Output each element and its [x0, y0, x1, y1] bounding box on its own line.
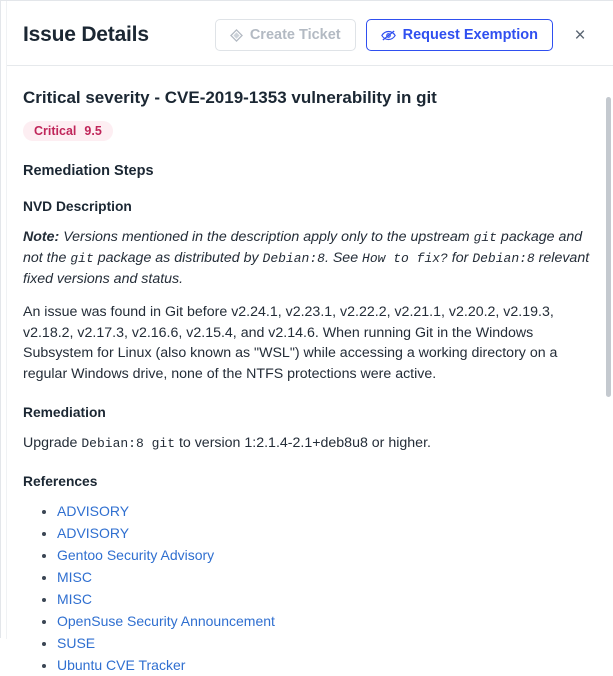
scrollbar-thumb[interactable] — [606, 97, 611, 397]
note-code-git-1: git — [474, 230, 497, 245]
create-ticket-label: Create Ticket — [250, 27, 341, 43]
reference-link[interactable]: OpenSuse Security Announcement — [57, 613, 275, 629]
list-item — [57, 544, 591, 566]
note-text-6: relevant fixed versions and status. — [23, 250, 589, 287]
reference-link[interactable]: Gentoo Security Advisory — [57, 547, 214, 563]
nvd-description-heading: NVD Description — [23, 199, 591, 214]
reference-link[interactable]: ADVISORY — [57, 503, 129, 519]
page-title: Issue Details — [23, 23, 149, 47]
note-text-1: Versions mentioned in the description apply only to the upstream — [59, 229, 473, 245]
list-item — [57, 588, 591, 610]
note-text-2: package and not the — [23, 229, 582, 266]
request-exemption-label: Request Exemption — [403, 27, 538, 43]
remediation-text-1: Upgrade — [23, 435, 81, 451]
eye-off-icon — [381, 29, 396, 42]
note-code-debian-2: Debian:8 — [472, 251, 534, 266]
note-text-3: package as distributed by — [94, 250, 263, 266]
reference-link[interactable]: SUSE — [57, 635, 95, 651]
note-text-5: for — [448, 250, 472, 266]
note-prefix: Note: — [23, 229, 59, 245]
panel-header — [1, 1, 613, 65]
list-item — [57, 654, 591, 676]
reference-link[interactable]: MISC — [57, 591, 92, 607]
remediation-text — [23, 433, 591, 454]
note-code-git-2: git — [70, 251, 93, 266]
severity-score: 9.5 — [84, 124, 101, 138]
issue-title: Critical severity - CVE-2019-1353 vulnerability in git — [23, 88, 591, 108]
list-item — [57, 632, 591, 654]
nvd-note — [23, 227, 591, 289]
ticket-diamond-icon — [230, 29, 243, 42]
close-icon[interactable]: × — [567, 22, 593, 48]
reference-link[interactable]: ADVISORY — [57, 525, 129, 541]
create-ticket-button[interactable] — [215, 19, 356, 51]
reference-link[interactable]: Ubuntu CVE Tracker — [57, 657, 185, 673]
note-text-4: . See — [325, 250, 362, 266]
references-heading: References — [23, 474, 591, 489]
remediation-text-2: to version 1:2.1.4-2.1+deb8u8 or higher. — [175, 435, 431, 451]
remediation-code: Debian:8 git — [81, 436, 175, 451]
list-item — [57, 566, 591, 588]
header-actions — [215, 19, 593, 51]
issue-content — [1, 66, 613, 622]
references-list — [23, 500, 591, 676]
reference-link[interactable]: MISC — [57, 569, 92, 585]
note-code-howtofix: How to fix? — [362, 251, 448, 266]
request-exemption-button[interactable] — [366, 19, 553, 51]
status-badge — [23, 121, 113, 141]
note-code-debian-1: Debian:8 — [263, 251, 325, 266]
list-item — [57, 610, 591, 632]
remediation-steps-heading: Remediation Steps — [23, 163, 591, 179]
list-item — [57, 522, 591, 544]
severity-label: Critical — [34, 124, 76, 138]
remediation-heading: Remediation — [23, 405, 591, 420]
nvd-description-text: An issue was found in Git before v2.24.1, v2.23.1, v2.22.2, v2.21.1, v2.20.2, v2.19.3, v2.18.2, v2.17.3, v2.16.6, v2.15.4, and v2.14.6. When running Git in the Windows Subsystem for Linux (also known as "WSL") while accessing a working directory on a regular Windows drive, none of the NTFS protections were active. — [23, 302, 591, 384]
list-item — [57, 500, 591, 522]
